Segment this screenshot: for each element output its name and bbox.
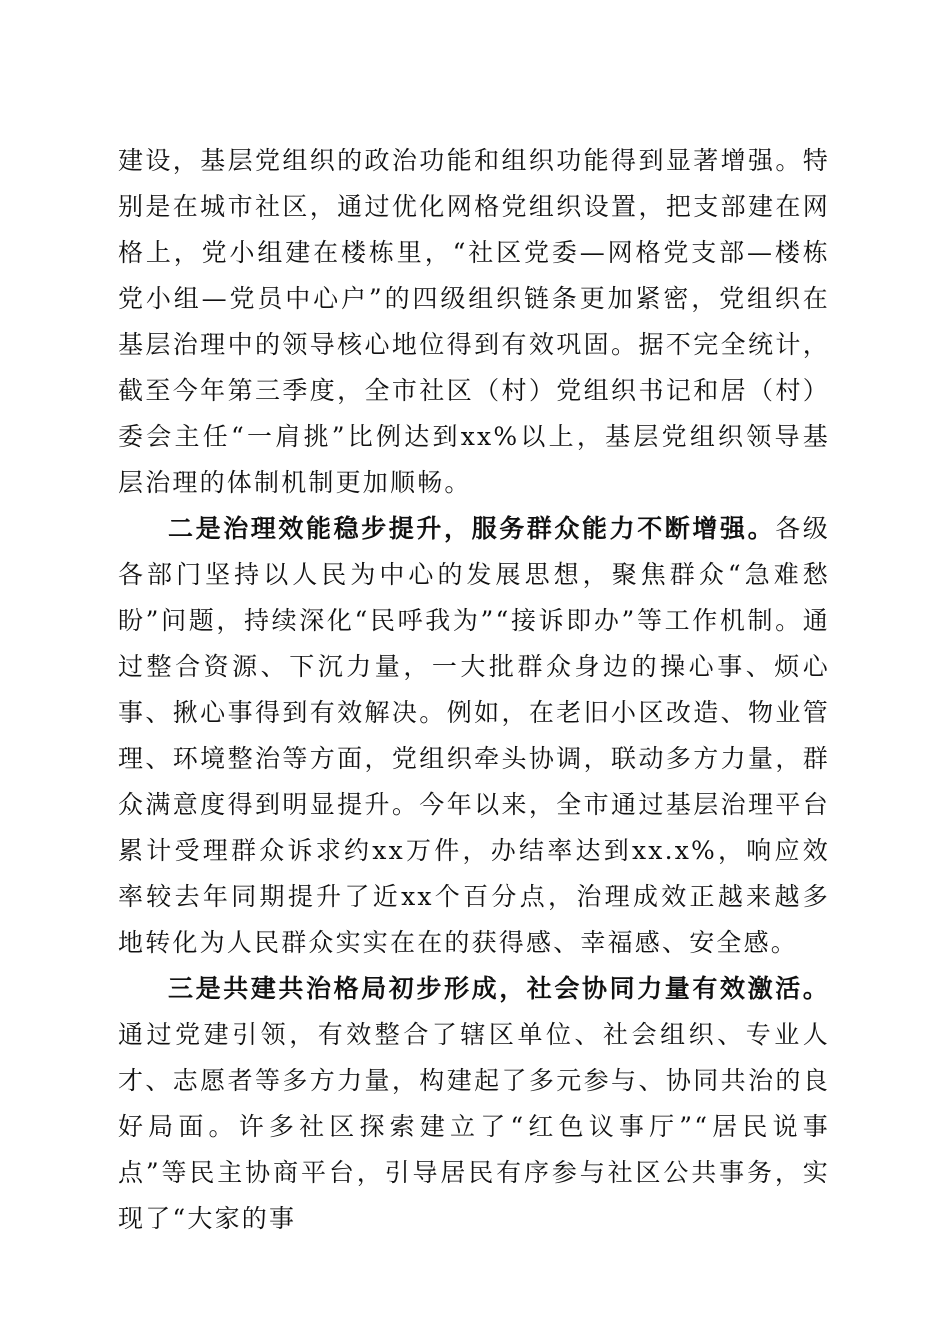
paragraph-3-text: 通过党建引领，有效整合了辖区单位、社会组织、专业人才、志愿者等多方力量，构建起了多元参与、协同共治的良好局面。许多社区探索建立了“红色议事厅”“居民说事点”等民主协商平台，引导居民有序参与社区公共事务，实现了“大家的事 [118, 1020, 830, 1233]
paragraph-2-text: 各级各部门坚持以人民为中心的发展思想，聚焦群众“急难愁盼”问题，持续深化“民呼我为”“接诉即办”等工作机制。通过整合资源、下沉力量，一大批群众身边的操心事、烦心事、揪心事得到有效解决。例如，在老旧小区改造、物业管理、环境整治等方面，党组织牵头协调，联动多方力量，群众满意度得到明显提升。今年以来，全市通过基层治理平台累计受理群众诉求约xx万件，办结率达到xx.x%，响应效率较去年同期提升了近xx个百分点，治理成效正越来越多地转化为人民群众实实在在的获得感、幸福感、安全感。 [118, 514, 831, 957]
paragraph-continuation [118, 138, 830, 506]
paragraph-3-lead: 三是共建共治格局初步形成，社会协同力量有效激活。 [168, 974, 830, 1003]
document-body [118, 138, 830, 1242]
paragraph-1-text: 建设，基层党组织的政治功能和组织功能得到显著增强。特别是在城市社区，通过优化网格党组织设置，把支部建在网格上，党小组建在楼栋里，“社区党委—网格党支部—楼栋党小组—党员中心户”的四级组织链条更加紧密，党组织在基层治理中的领导核心地位得到有效巩固。据不完全统计，截至今年第三季度，全市社区（村）党组织书记和居（村）委会主任“一肩挑”比例达到xx%以上，基层党组织领导基层治理的体制机制更加顺畅。 [118, 146, 830, 497]
paragraph-governance-efficiency [118, 506, 830, 966]
paragraph-co-governance [118, 966, 830, 1242]
paragraph-2-lead: 二是治理效能稳步提升，服务群众能力不断增强。 [168, 514, 776, 543]
